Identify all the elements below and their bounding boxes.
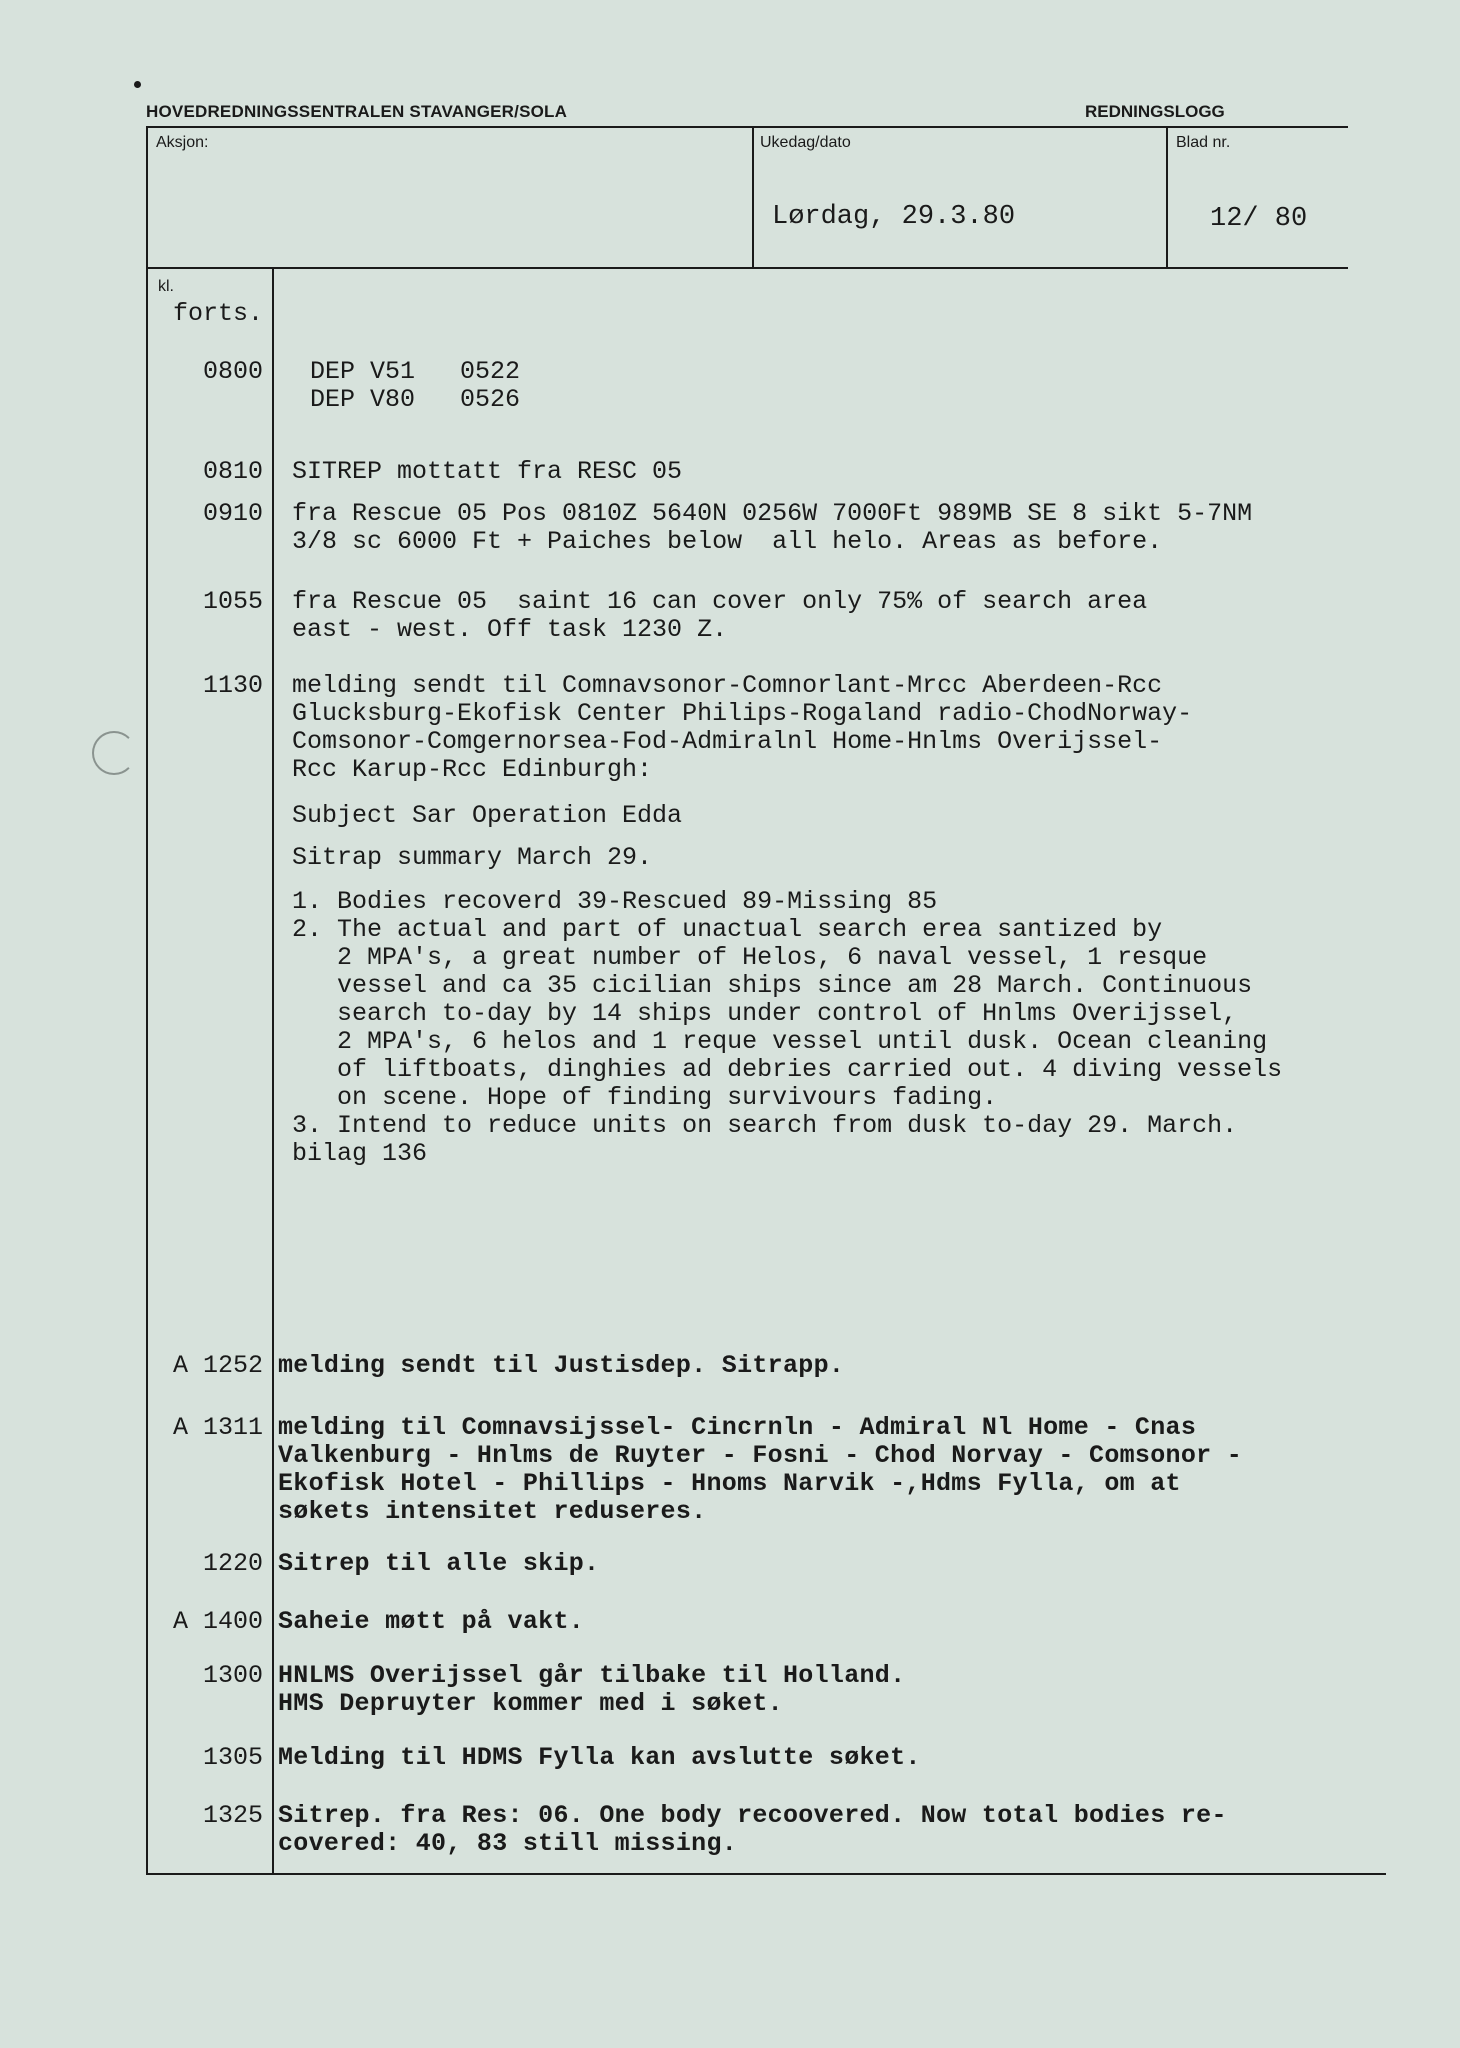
date-label: Ukedag/dato (760, 134, 851, 151)
entry-text: Sitrep. fra Res: 06. One body recoovered. Now total bodies re- covered: 40, 83 still missing. (278, 1801, 1227, 1858)
date-divider (752, 126, 754, 268)
entry-text: fra Rescue 05 saint 16 can cover only 75% of search area east - west. Off task 1230 Z. (292, 587, 1148, 644)
entry-time: A 1252 (172, 1351, 263, 1380)
entry-text: 1. Bodies recoverd 39-Rescued 89-Missing 85 2. The actual and part of unactual search erea santized by 2 MPA's, a great number of Helos, 6 naval vessel, 1 resque vessel and ca 35 cicilian ships since am 28 March. Continuous search to-day by 14 ships under control of Hnlms Overijssel, 2 MPA's, 6 helos and 1 reque vessel until dusk. Ocean cleaning of liftboats, dinghies ad debries carried out. 4 diving vessels on scene. Hope of finding survivours fading. 3. Intend to reduce units on search from dusk to-day 29. March. bilag 136 (292, 887, 1283, 1168)
entry-text: melding sendt til Justisdep. Sitrapp. (278, 1351, 845, 1380)
bottom-rule (146, 1873, 1386, 1875)
entry-text: DEP V51 0522 DEP V80 0526 (310, 357, 521, 414)
entry-text: fra Rescue 05 Pos 0810Z 5640N 0256W 7000Ft 989MB SE 8 sikt 5-7NM 3/8 sc 6000 Ft + Paiches below all helo. Areas as before. (292, 499, 1253, 556)
entry-time: 0800 (202, 357, 263, 386)
entry-text: Sitrap summary March 29. (292, 843, 653, 872)
entry-time: 1220 (202, 1549, 263, 1578)
entry-text: Subject Sar Operation Edda (292, 801, 683, 830)
date-value: Lørdag, 29.3.80 (772, 202, 1016, 232)
entry-text: HNLMS Overijssel går tilbake til Holland. HMS Depruyter kommer med i søket. (278, 1661, 906, 1718)
entry-time: 1325 (202, 1801, 263, 1830)
organization-name: HOVEDREDNINGSSENTRALEN STAVANGER/SOLA (146, 102, 568, 121)
log-title: REDNINGSLOGG (1085, 102, 1225, 121)
entry-text: melding til Comnavsijssel- Cincrnln - Admiral Nl Home - Cnas Valkenburg - Hnlms de Ruyter - Fosni - Chod Norvay - Comsonor - Ekofisk Hotel - Phillips - Hnoms Narvik -,Hdms Fylla, om at søkets intensitet reduseres. (278, 1413, 1243, 1526)
entry-time: 1130 (202, 671, 263, 700)
entry-text: Melding til HDMS Fylla kan avslutte søket. (278, 1743, 921, 1772)
entry-time: A 1311 (172, 1413, 263, 1442)
entry-time: 0910 (202, 499, 263, 528)
page-divider (1166, 126, 1168, 268)
entry-time: forts. (172, 299, 263, 328)
entry-time: 1300 (202, 1661, 263, 1690)
punch-dot (134, 81, 141, 88)
entry-text: Saheie møtt på vakt. (278, 1607, 585, 1636)
action-label: Aksjon: (156, 134, 209, 151)
page-value: 12/ 80 (1210, 204, 1308, 234)
page-label: Blad nr. (1176, 134, 1231, 151)
entry-text: melding sendt til Comnavsonor-Comnorlant-Mrcc Aberdeen-Rcc Glucksburg-Ekofisk Center Philips-Rogaland radio-ChodNorway- Comsonor-Comgernorsea-Fod-Admiralnl Home-Hnlms Overijssel- Rcc Karup-Rcc Edinburgh: (292, 671, 1193, 784)
header-bottom-rule (146, 267, 1348, 269)
time-column-divider (272, 268, 274, 1874)
entry-text: SITREP mottatt fra RESC 05 (292, 457, 683, 486)
entry-time: A 1400 (172, 1607, 263, 1636)
entry-time: 1055 (202, 587, 263, 616)
left-border (146, 126, 148, 1874)
entry-text: Sitrep til alle skip. (278, 1549, 600, 1578)
time-label: kl. (158, 278, 174, 295)
entry-time: 1305 (202, 1743, 263, 1772)
punch-hole (92, 731, 136, 775)
entry-time: 0810 (202, 457, 263, 486)
